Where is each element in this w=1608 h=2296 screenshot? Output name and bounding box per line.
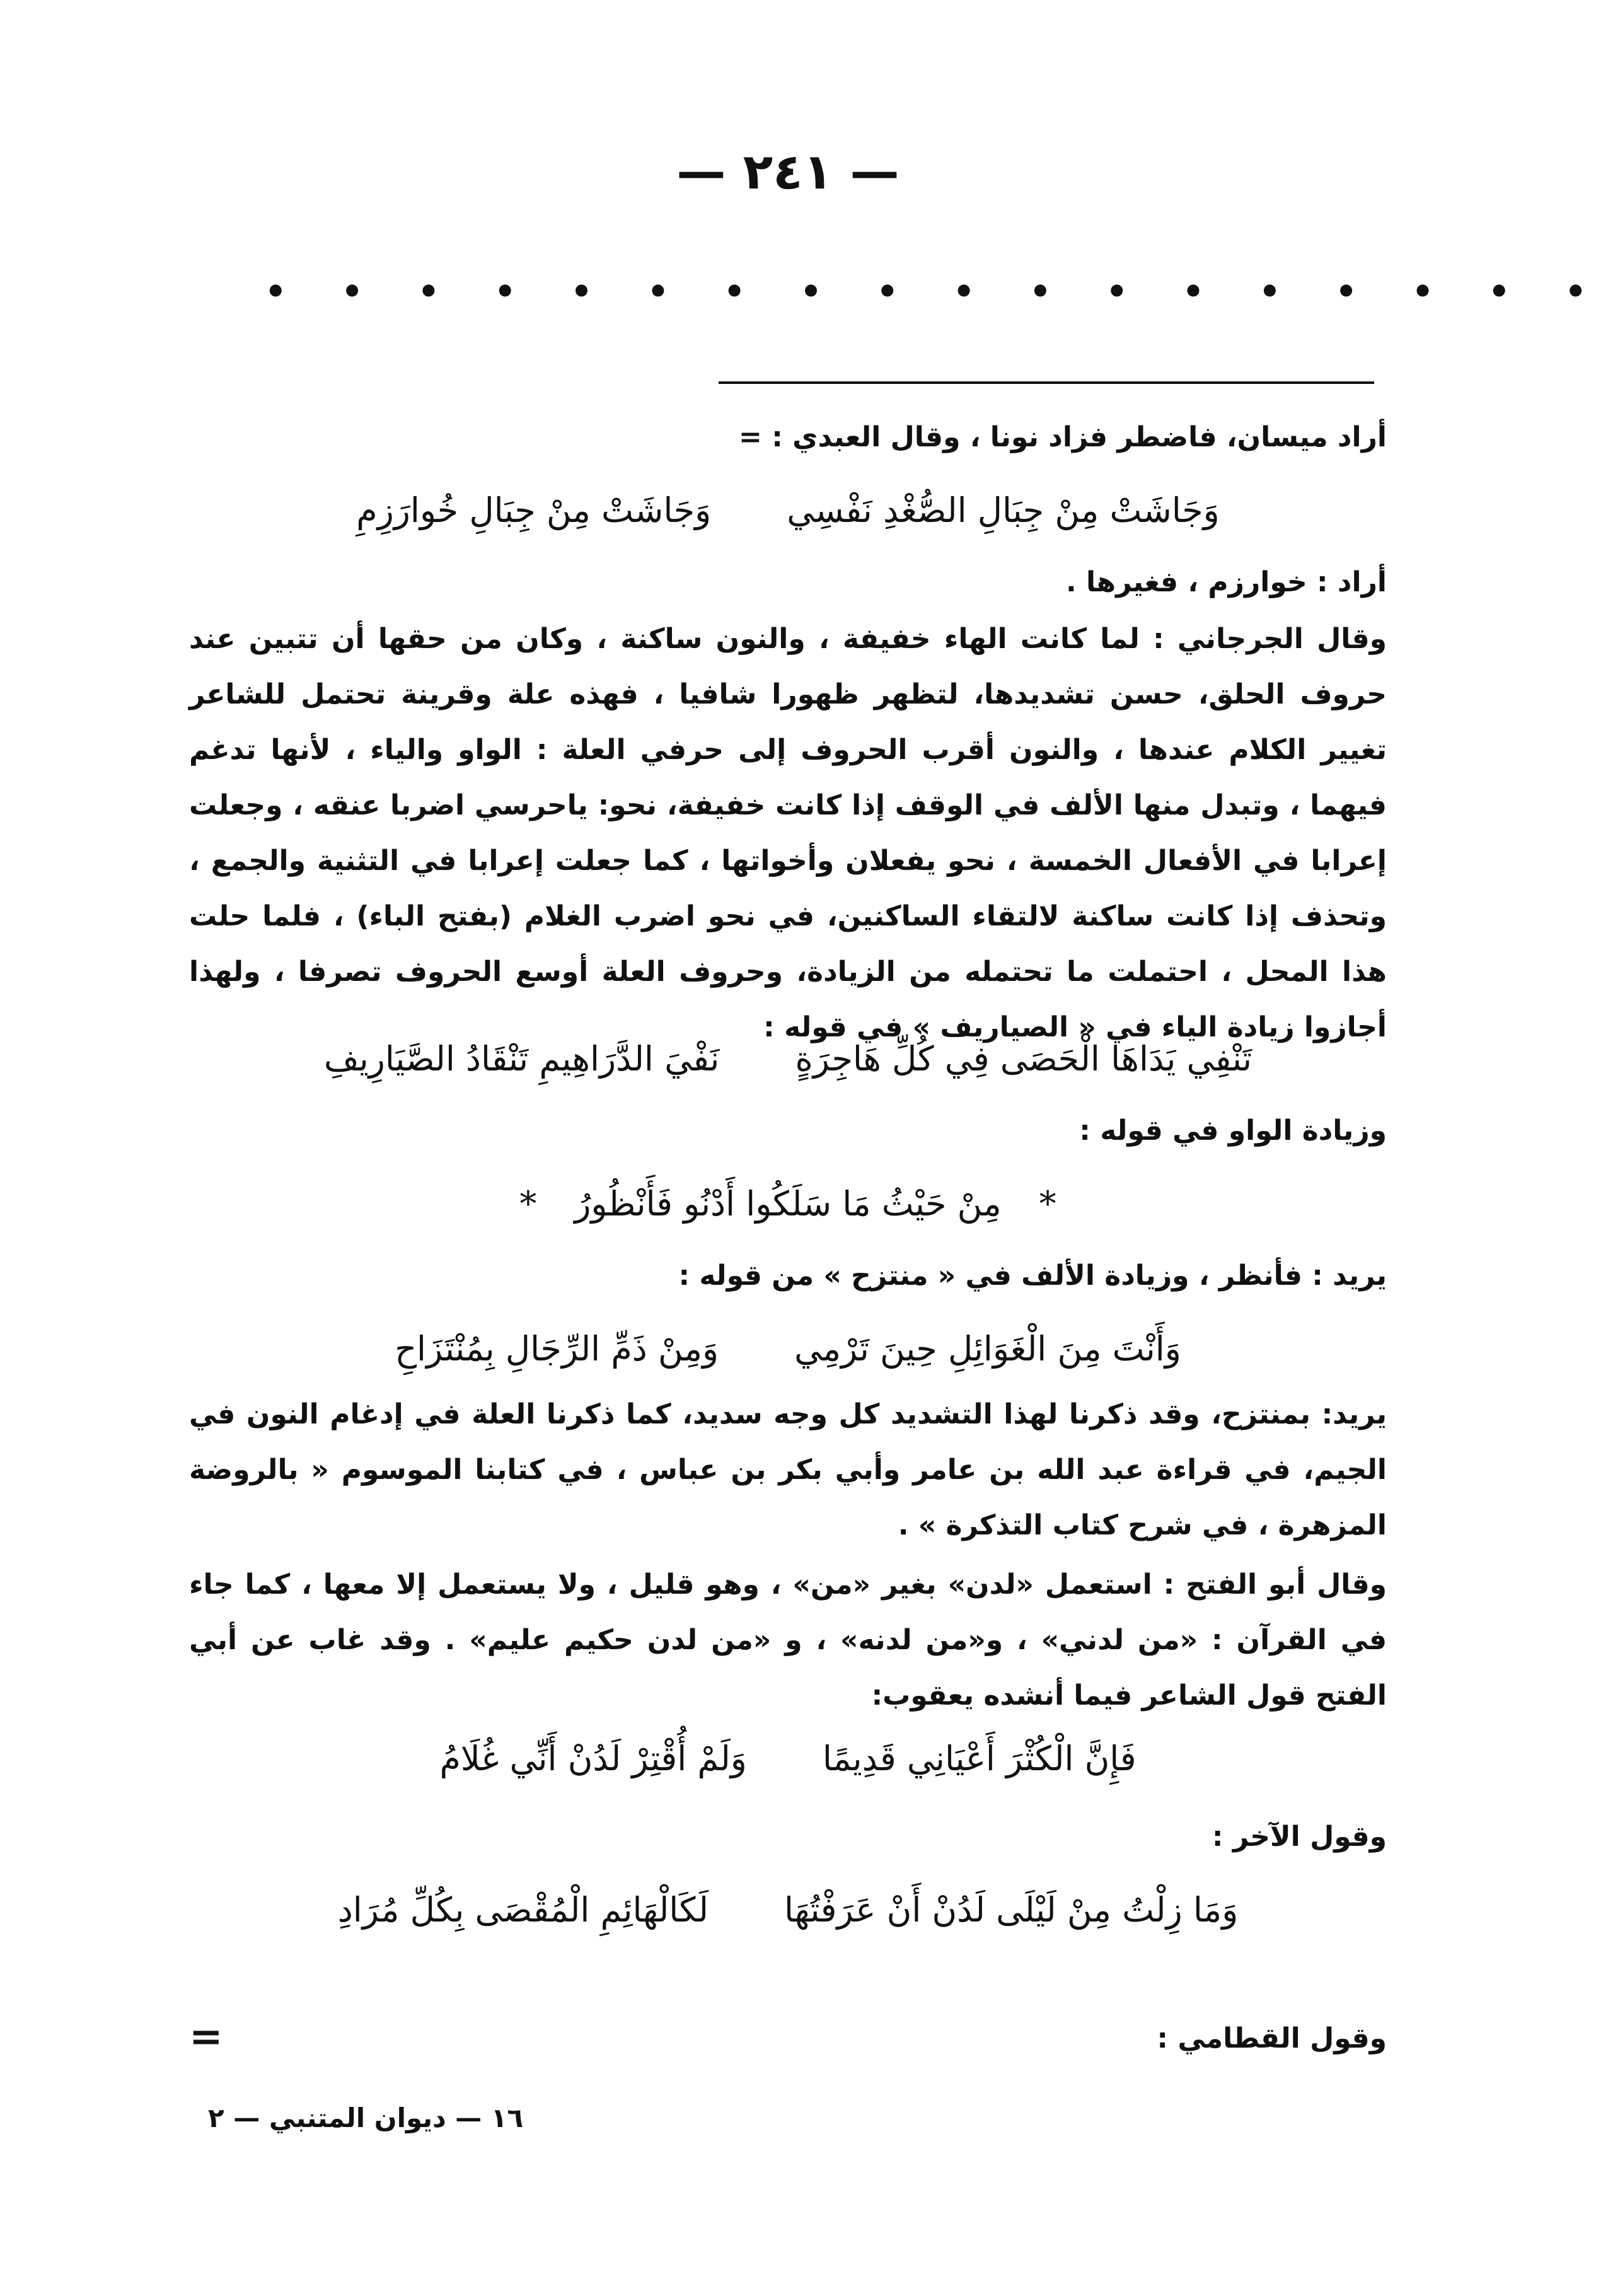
continuation-end-mark: =: [189, 2013, 223, 2060]
verse-1: [189, 479, 1387, 542]
verse-4-second-hemistich: وَمِنْ ذَمِّ الرِّجَالِ بِمُنْتَزَاحِ: [395, 1329, 719, 1369]
verse-2: [189, 1028, 1387, 1091]
verse-3-star-right: *: [1039, 1184, 1056, 1224]
alif-addition-line: يريد : فأنظر ، وزيادة الألف في « منتزح » من قوله :: [678, 1260, 1387, 1292]
verse-4-first-hemistich: وَأَنْتَ مِنَ الْغَوَائِلِ حِينَ تَرْمِي: [794, 1329, 1181, 1369]
verse-5: [189, 1727, 1387, 1790]
verse-6: [189, 1879, 1387, 1942]
verse-3: [189, 1173, 1387, 1236]
footnote-line-1: [189, 410, 1387, 465]
jurjani-paragraph: وقال الجرجاني : لما كانت الهاء خفيفة ، والنون ساكنة ، وكان من حقها أن تتبين عند حروف الحلق، حسن تشديدها، لتظهر ظهورا شافيا ، فهذه علة وقرينة تحتمل للشاعر تغيير الكلام عندها ، والنون أقرب الحروف إلى حرفي العلة : الواو والياء ، لأنها تدغم فيهما ، وتبدل منها الألف في الوقف إذا كانت خفيفة، نحو: ياحرسي اضربا عنقه ، وجعلت إعرابا في الأفعال الخمسة ، نحو يفعلان وأخواتها ، كما جعلت إعرابا في التثنية والجمع ، وتحذف إذا كانت ساكنة لالتقاء الساكنين، في نحو اضرب الغلام (بفتح الباء) ، فلما حلت هذا المحل ، احتملت ما تحتمله من الزيادة، وحروف العلة أوسع الحروف تصرفا ، ولهذا أجازوا زيادة الياء في « الصياريف » في قوله :: [189, 623, 1387, 1043]
footnote-line-2: أراد : خوارزم ، فغيرها .: [1066, 566, 1387, 598]
abu-al-fath-paragraph: وقال أبو الفتح : استعمل «لدن» بغير «من» ، وهو قليل ، ولا يستعمل إلا معها ، كما جاء في القرآن : «من لدني» ، و«من لدنه» ، و «من لدن حكيم عليم» . وقد غاب عن أبي الفتح قول الشاعر فيما أنشده يعقوب:: [189, 1568, 1387, 1712]
footnote-line-1-text: أراد ميسان، فاضطر فزاد نونا ، وقال العبدي :: [772, 421, 1387, 453]
verse-6-second-hemistich: لَكَالْهَائِمِ الْمُقْصَى بِكُلِّ مُرَادِ: [337, 1890, 709, 1930]
continuation-mark: =: [739, 421, 762, 453]
verse-1-first-hemistich: وَجَاشَتْ مِنْ جِبَالِ الصُّغْدِ نَفْسِي: [787, 490, 1220, 530]
ornamental-dots: • • • • • • • • • • • • • • • • • •: [265, 271, 1608, 311]
verse-5-first-hemistich: فَإِنَّ الْكُثْرَ أَعْيَانِي قَدِيمًا: [822, 1739, 1137, 1778]
verse-4: [189, 1318, 1387, 1381]
verse-3-star-left: *: [519, 1184, 537, 1224]
page-number: — ٢٤١ —: [676, 144, 899, 200]
verse-1-second-hemistich: وَجَاشَتْ مِنْ جِبَالِ خُوارَزِمِ: [356, 490, 712, 530]
footnote-separator: [719, 381, 1374, 384]
verse-2-first-hemistich: تَنْفِي يَدَاهَا الْحَصَى فِي كُلِّ هَاجِرَةٍ: [795, 1039, 1252, 1079]
verse-5-second-hemistich: وَلَمْ أُقْتِرْ لَدُنْ أَنِّي غُلَامُ: [439, 1739, 747, 1778]
waw-addition-line: وزيادة الواو في قوله :: [1079, 1115, 1387, 1147]
page-signature: ١٦ — ديوان المتنبي — ٢: [208, 2102, 524, 2133]
qutami-line: وقول القطامي :: [1157, 2022, 1387, 2055]
verse-2-second-hemistich: نَفْيَ الدَّرَاهِيمِ تَنْقَادُ الصَّيَارِيفِ: [323, 1039, 720, 1079]
other-poet-line: وقول الآخر :: [1212, 1821, 1387, 1853]
verse-3-text: مِنْ حَيْثُ مَا سَلَكُوا أَدْنُو فَأَنْظُورُ: [574, 1184, 1002, 1224]
muntazah-paragraph: يريد: بمنتزح، وقد ذكرنا لهذا التشديد كل وجه سديد، كما ذكرنا العلة في إدغام النون في الجيم، في قراءة عبد الله بن عامر وأبي بكر بن عباس ، في كتابنا الموسوم « بالروضة المزهرة ، في شرح كتاب التذكرة » .: [189, 1398, 1387, 1541]
verse-6-first-hemistich: وَمَا زِلْتُ مِنْ لَيْلَى لَدُنْ أَنْ عَرَفْتُهَا: [784, 1890, 1239, 1930]
